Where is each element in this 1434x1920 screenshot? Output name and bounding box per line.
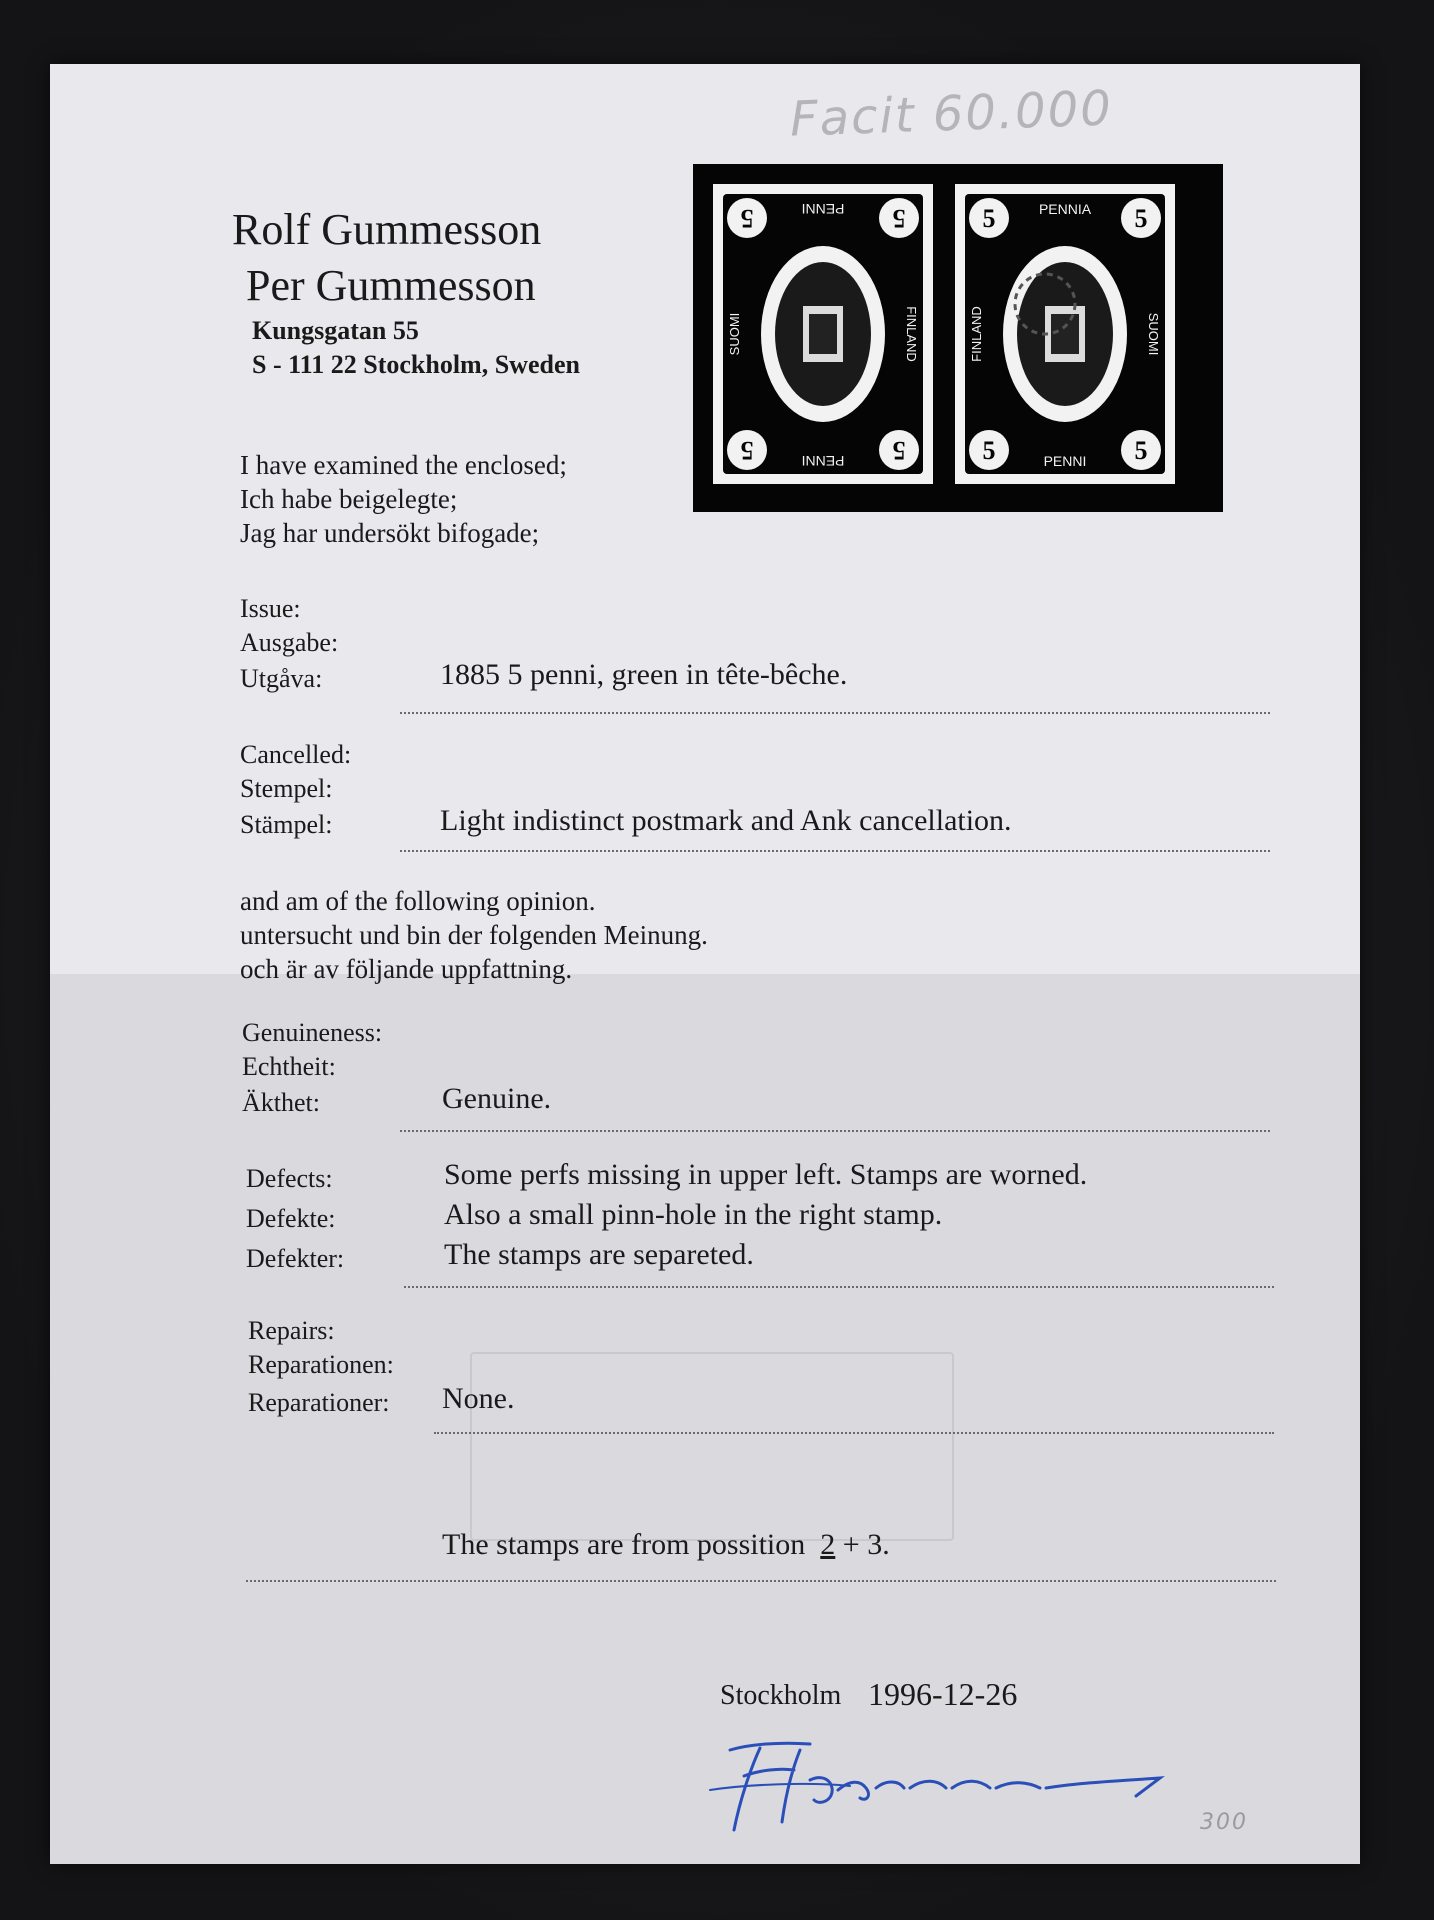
svg-text:5: 5: [1134, 204, 1148, 233]
issue-label-sv: Utgåva:: [240, 664, 323, 693]
sender-name-1: Rolf Gummesson: [232, 205, 542, 254]
sender-city: S - 111 22 Stockholm, Sweden: [252, 350, 580, 379]
svg-text:FINLAND: FINLAND: [904, 306, 919, 362]
defects-line-1: Some perfs missing in upper left. Stamps are worned.: [444, 1158, 1088, 1191]
opinion-de: untersucht und bin der folgenden Meinung.: [240, 920, 708, 950]
defects-label-sv: Defekter:: [246, 1244, 345, 1273]
issue-label-en: Issue:: [240, 594, 301, 623]
defects-label-de: Defekte:: [246, 1204, 336, 1233]
repairs-label-sv: Reparationer:: [248, 1388, 390, 1417]
svg-text:5: 5: [892, 204, 906, 233]
svg-text:PENNIA: PENNIA: [1038, 201, 1092, 217]
svg-text:PENNI: PENNI: [1043, 453, 1087, 469]
position-dotted-line: [246, 1580, 1276, 1582]
opinion-sv: och är av följande uppfattning.: [240, 954, 573, 984]
svg-text:5: 5: [982, 436, 996, 465]
genuineness-dotted-line: [400, 1130, 1270, 1132]
repairs-value: None.: [442, 1382, 515, 1415]
date: 1996-12-26: [868, 1676, 1018, 1712]
issue-label-de: Ausgabe:: [240, 628, 339, 657]
svg-text:SUOMI: SUOMI: [1146, 312, 1161, 356]
svg-text:SUOMI: SUOMI: [727, 312, 742, 356]
genuineness-label-de: Echtheit:: [242, 1052, 336, 1081]
faint-show-through-stamp: [470, 1352, 954, 1541]
svg-text:FINLAND: FINLAND: [969, 306, 984, 362]
sender-street: Kungsgatan 55: [252, 316, 419, 345]
corner-pencil-note: 300: [1200, 1810, 1248, 1835]
defects-dotted-line: [404, 1286, 1274, 1288]
place: Stockholm: [720, 1680, 842, 1711]
svg-text:5: 5: [740, 436, 754, 465]
cancelled-value: Light indistinct postmark and Ank cancellation.: [440, 804, 1012, 837]
repairs-label-de: Reparationen:: [248, 1350, 394, 1379]
opinion-en: and am of the following opinion.: [240, 886, 596, 916]
sender-name-2: Per Gummesson: [246, 261, 536, 310]
cancelled-label-sv: Stämpel:: [240, 810, 333, 839]
svg-text:5: 5: [982, 204, 996, 233]
svg-text:PENNI: PENNI: [801, 201, 845, 217]
defects-line-2: Also a small pinn-hole in the right stamp.: [444, 1198, 943, 1231]
right-stamp: [955, 184, 1175, 484]
defects-label-en: Defects:: [246, 1164, 333, 1193]
left-stamp: [713, 184, 933, 484]
signature: [690, 1730, 1230, 1840]
position-first: 2: [820, 1528, 836, 1561]
certificate-sheet: [50, 64, 1360, 1864]
handwritten-catalog-note: Facit 60.000: [789, 80, 1114, 148]
repairs-label-en: Repairs:: [248, 1316, 335, 1345]
repairs-dotted-line: [434, 1432, 1274, 1434]
defects-line-3: The stamps are separeted.: [444, 1238, 754, 1271]
cancelled-label-de: Stempel:: [240, 774, 333, 803]
intro-de: Ich habe beigelegte;: [240, 484, 458, 514]
svg-text:5: 5: [740, 204, 754, 233]
svg-text:5: 5: [1134, 436, 1148, 465]
issue-value: 1885 5 penni, green in tête-bêche.: [440, 658, 848, 691]
genuineness-value: Genuine.: [442, 1082, 552, 1115]
svg-text:PENNI: PENNI: [801, 453, 845, 469]
issue-dotted-line: [400, 712, 1270, 714]
stamp-photo: [693, 164, 1223, 512]
position-text: The stamps are from possition: [442, 1528, 806, 1561]
cancelled-label-en: Cancelled:: [240, 740, 352, 769]
position-rest: + 3.: [842, 1528, 890, 1561]
intro-en: I have examined the enclosed;: [240, 450, 567, 480]
svg-text:5: 5: [892, 436, 906, 465]
genuineness-label-sv: Äkthet:: [242, 1088, 320, 1117]
position-statement: [442, 1528, 890, 1562]
intro-sv: Jag har undersökt bifogade;: [240, 518, 540, 548]
cancelled-dotted-line: [400, 850, 1270, 852]
genuineness-label-en: Genuineness:: [242, 1018, 383, 1047]
